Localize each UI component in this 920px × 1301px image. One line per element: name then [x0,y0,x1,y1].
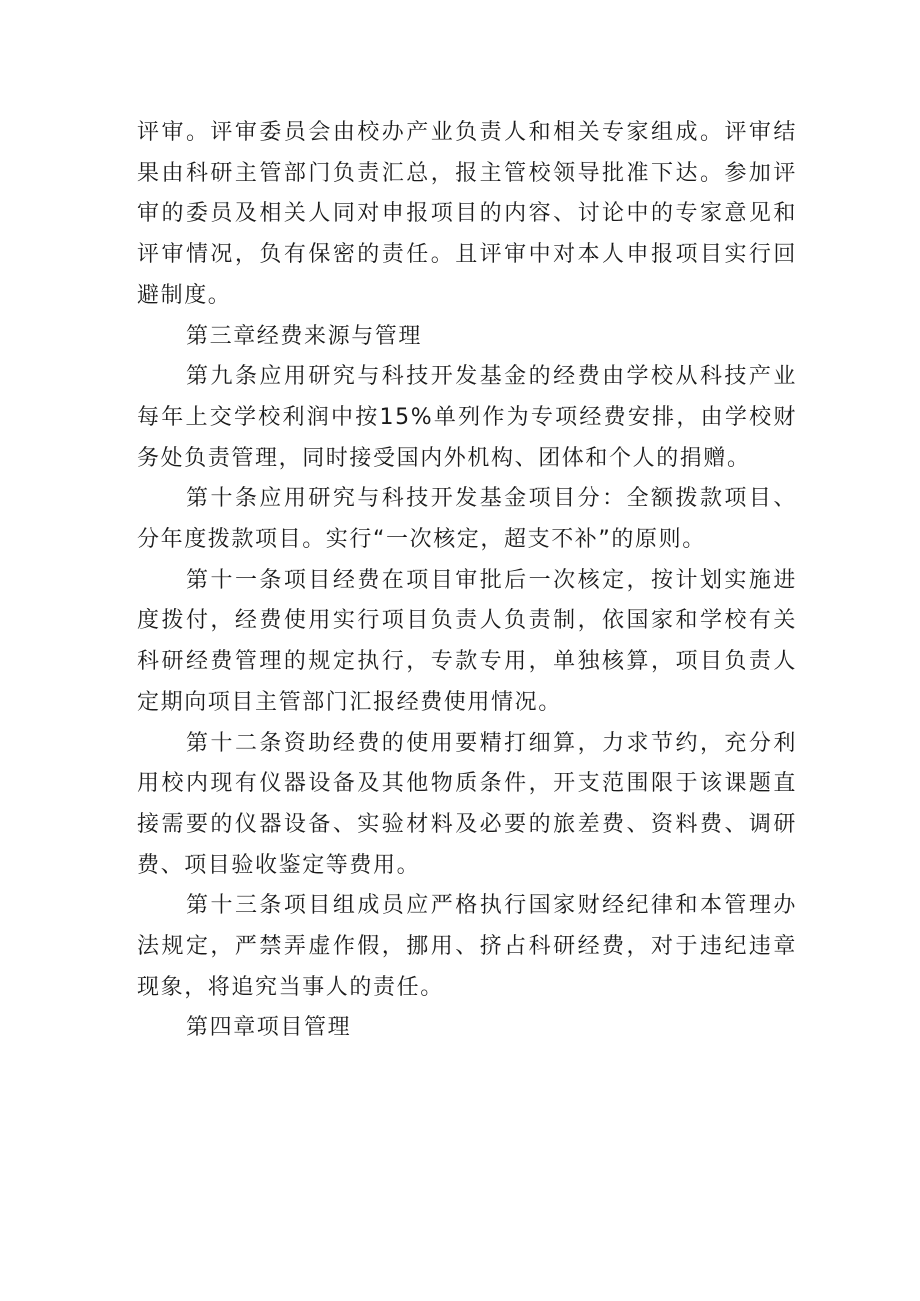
document-body [137,113,797,1049]
chapter-heading-4: 第四章项目管理 [186,1015,352,1041]
paragraph-continuation: 评审。评审委员会由校办产业负责人和相关专家组成。评审结果由科研主管部门负责汇总，报主管校领导批准下达。参加评审的委员及相关人同对申报项目的内容、讨论中的专家意见和评审情况，负有保密的责任。且评审中对本人申报项目实行回避制度。 [137,120,797,308]
article-13: 第十三条项目组成员应严格执行国家财经纪律和本管理办法规定，严禁弄虚作假，挪用、挤占科研经费，对于违纪违章现象，将追究当事人的责任。 [137,893,797,1000]
article-12: 第十二条资助经费的使用要精打细算，力求节约，充分利用校内现有仪器设备及其他物质条件，开支范围限于该课题直接需要的仪器设备、实验材料及必要的旅差费、资料费、调研费、项目验收鉴定等费用。 [137,730,797,878]
chapter-heading-3: 第三章经费来源与管理 [186,323,423,349]
article-9: 第九条应用研究与科技开发基金的经费由学校从科技产业每年上交学校利润中按15%单列作为专项经费安排，由学校财务处负责管理，同时接受国内外机构、团体和个人的捐赠。 [137,364,797,471]
article-11: 第十一条项目经费在项目审批后一次核定，按计划实施进度拨付，经费使用实行项目负责人负责制，依国家和学校有关科研经费管理的规定执行，专款专用，单独核算，项目负责人定期向项目主管部门汇报经费使用情况。 [137,567,797,715]
article-10: 第十条应用研究与科技开发基金项目分：全额拨款项目、分年度拨款项目。实行“一次核定，超支不补”的原则。 [137,486,797,553]
